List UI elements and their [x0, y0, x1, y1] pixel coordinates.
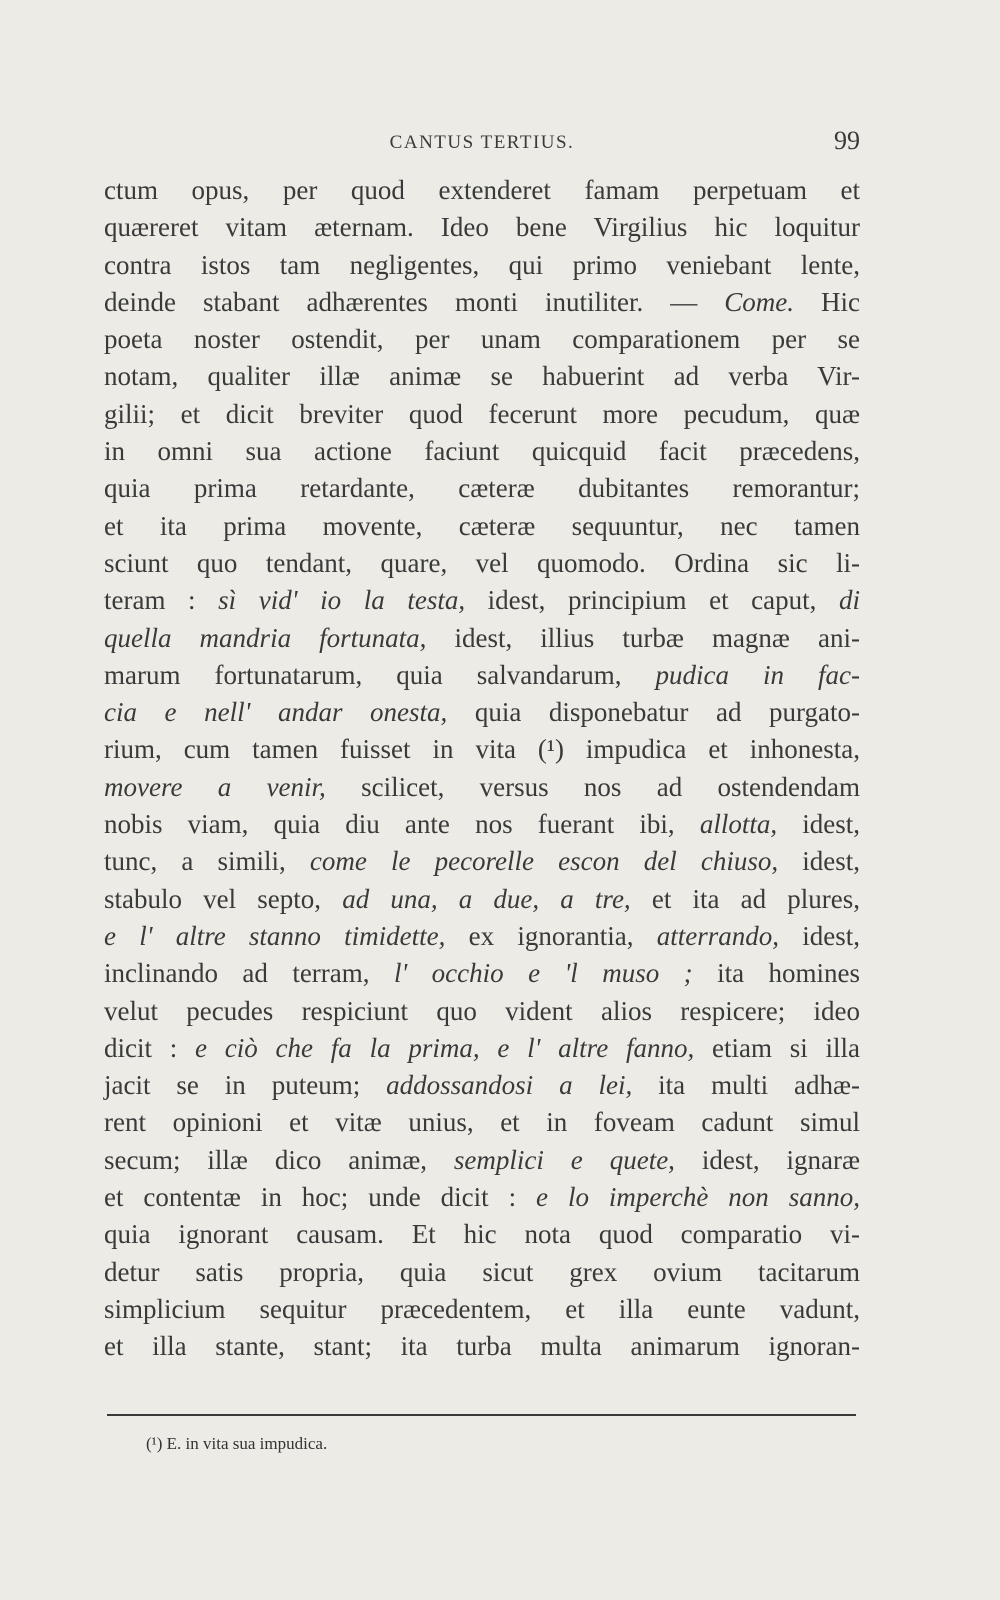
text-segment: quia prima retardante, cæteræ dubitantes remorantur;	[104, 473, 860, 504]
text-segment: detur satis propria, quia sicut grex ovium tacitarum	[104, 1256, 860, 1287]
text-segment: et ita prima movente, cæteræ sequuntur, nec tamen	[104, 510, 860, 541]
text-segment: poeta noster ostendit, per unam comparationem per se	[104, 324, 860, 355]
italic-quote: ad una, a due, a tre,	[342, 883, 631, 914]
italic-quote: semplici e quete,	[453, 1144, 675, 1175]
text-segment: ita homines	[692, 958, 860, 989]
text-segment: sciunt quo tendant, quare, vel quomodo. Ordina sic li-	[104, 547, 860, 578]
text-line	[104, 769, 860, 806]
text-segment: rium, cum tamen fuisset in vita (¹) impudica et inhonesta,	[104, 734, 860, 765]
text-line	[104, 209, 860, 246]
text-line	[104, 657, 860, 694]
text-segment: jacit se in puteum;	[104, 1070, 387, 1101]
text-segment: inclinando ad terram,	[104, 958, 394, 989]
text-line	[104, 1179, 860, 1216]
italic-quote: Come.	[724, 286, 794, 317]
footnote-divider	[107, 1414, 856, 1416]
text-line	[104, 470, 860, 507]
text-segment: simplicium sequitur præcedentem, et illa eunte vadunt,	[104, 1293, 860, 1324]
text-segment: quæreret vitam æternam. Ideo bene Virgilius hic loquitur	[104, 212, 860, 243]
text-segment: in omni sua actione faciunt quicquid facit præcedens,	[104, 436, 860, 467]
text-segment: idest,	[779, 920, 860, 951]
text-line	[104, 993, 860, 1030]
text-segment: etiam si illa	[694, 1032, 860, 1063]
text-segment: nobis viam, quia diu ante nos fuerant ibi,	[104, 809, 700, 840]
text-line	[104, 731, 860, 768]
text-line	[104, 172, 860, 209]
text-segment: idest,	[777, 809, 860, 840]
text-segment: scilicet, versus nos ad ostendendam	[325, 771, 860, 802]
text-segment: rent opinioni et vitæ unius, et in foveam cadunt simul	[104, 1107, 860, 1138]
text-segment: deinde stabant adhærentes monti inutiliter. —	[104, 286, 725, 317]
text-segment: contra istos tam negligentes, qui primo veniebant lente,	[104, 249, 860, 280]
text-line	[104, 396, 860, 433]
italic-quote: come le pecorelle escon del chiuso,	[309, 846, 779, 877]
text-segment: idest, ignaræ	[674, 1144, 861, 1175]
text-line	[104, 620, 860, 657]
text-segment: teram :	[104, 585, 219, 616]
italic-quote: addossandosi a lei,	[386, 1070, 633, 1101]
italic-quote: e l' altre stanno timidette,	[104, 920, 446, 951]
text-segment: tunc, a simili,	[104, 846, 310, 877]
text-segment: et illa stante, stant; ita turba multa animarum ignoran-	[104, 1331, 860, 1362]
text-segment: velut pecudes respiciunt quo vident alios respicere; ideo	[104, 995, 860, 1026]
text-segment: et contentæ in hoc; unde dicit :	[104, 1182, 537, 1213]
text-segment: quia ignorant causam. Et hic nota quod comparatio vi-	[104, 1219, 860, 1250]
text-line	[104, 881, 860, 918]
text-line	[104, 1291, 860, 1328]
italic-quote: quella mandria fortunata,	[104, 622, 427, 653]
text-line	[104, 284, 860, 321]
text-segment: stabulo vel septo,	[104, 883, 343, 914]
text-segment: ex ignorantia,	[445, 920, 657, 951]
text-segment: idest, principium et caput,	[465, 585, 839, 616]
text-line	[104, 806, 860, 843]
text-line	[104, 433, 860, 470]
text-segment: secum; illæ dico animæ,	[104, 1144, 454, 1175]
italic-quote: sì vid' io la testa,	[218, 585, 466, 616]
footnote	[146, 1434, 327, 1454]
text-line	[104, 1067, 860, 1104]
text-line	[104, 1328, 860, 1365]
text-segment: notam, qualiter illæ animæ se habuerint ad verba Vir-	[104, 361, 860, 392]
text-segment: ctum opus, per quod extenderet famam perpetuam et	[104, 175, 860, 205]
italic-quote: e ciò che fa la prima, e l' altre fanno,	[195, 1032, 695, 1063]
text-segment: Hic	[794, 286, 860, 317]
text-line	[104, 321, 860, 358]
italic-quote: movere a venir,	[104, 771, 326, 802]
body-text	[104, 172, 860, 1366]
text-line	[104, 1216, 860, 1253]
page-header	[104, 126, 860, 162]
italic-quote: e lo imperchè non sanno,	[536, 1182, 860, 1213]
text-line	[104, 1142, 860, 1179]
footnote-text: E. in vita sua impudica.	[166, 1434, 328, 1453]
text-line	[104, 247, 860, 284]
text-line	[104, 582, 860, 619]
text-line	[104, 358, 860, 395]
text-segment: idest,	[778, 846, 860, 877]
text-line	[104, 1104, 860, 1141]
italic-quote: cia e nell' andar onesta,	[104, 697, 448, 728]
footnote-marker: (¹)	[146, 1434, 163, 1453]
text-line	[104, 955, 860, 992]
text-segment: dicit :	[104, 1032, 196, 1063]
page-number: 99	[834, 126, 860, 155]
text-line	[104, 1030, 860, 1067]
text-segment: ita multi adhæ-	[632, 1070, 860, 1101]
italic-quote: di	[839, 585, 861, 616]
text-segment: et ita ad plures,	[630, 883, 860, 914]
italic-quote: l' occhio e 'l muso ;	[393, 958, 693, 989]
text-line	[104, 1254, 860, 1291]
italic-quote: allotta,	[699, 809, 778, 840]
italic-quote: atterrando,	[656, 920, 780, 951]
text-line	[104, 843, 860, 880]
text-segment: idest, illius turbæ magnæ ani-	[426, 622, 860, 653]
text-line	[104, 508, 860, 545]
text-segment: quia disponebatur ad purgato-	[447, 697, 860, 728]
text-line	[104, 694, 860, 731]
running-title: CANTUS TERTIUS.	[389, 132, 575, 153]
text-segment: gilii; et dicit breviter quod fecerunt more pecudum, quæ	[104, 398, 860, 429]
text-segment: marum fortunatarum, quia salvandarum,	[104, 659, 656, 690]
italic-quote: pudica in fac-	[655, 659, 860, 690]
text-line	[104, 545, 860, 582]
text-line	[104, 918, 860, 955]
